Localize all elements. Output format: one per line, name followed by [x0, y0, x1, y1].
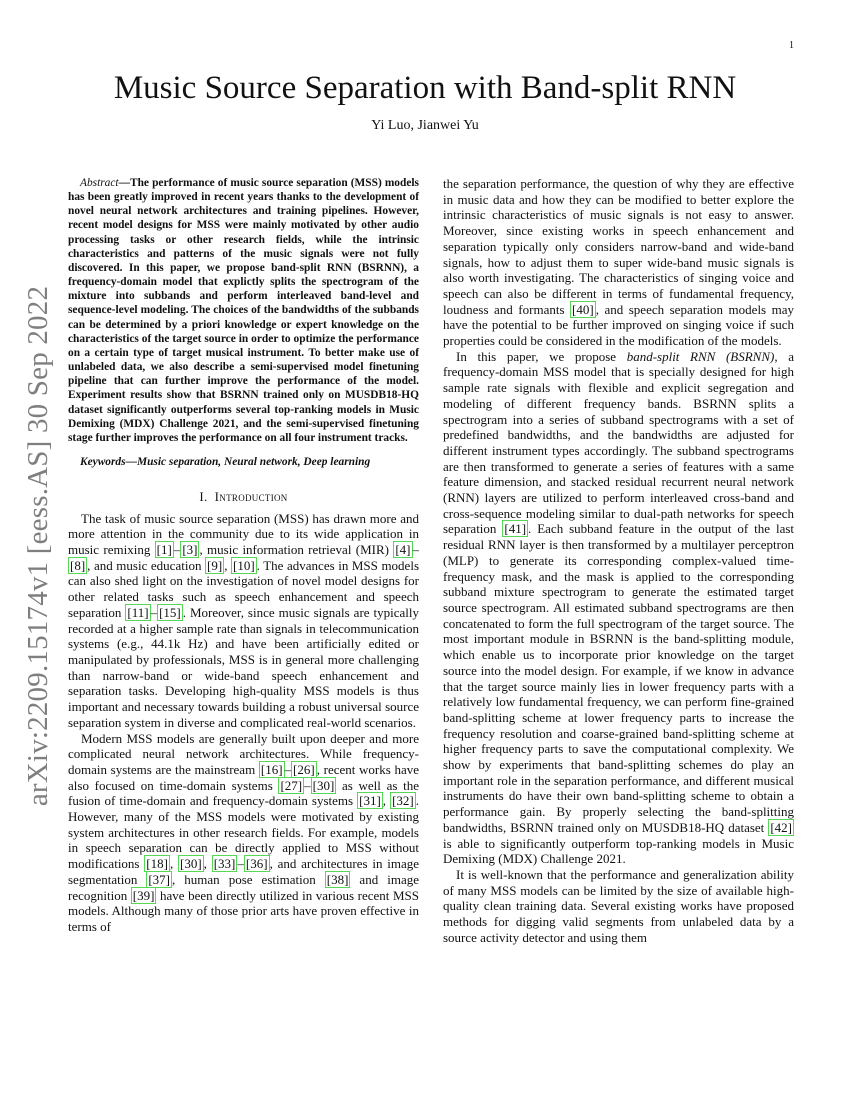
paper-title: Music Source Separation with Band-split RNN — [113, 70, 737, 106]
section-title: Introduction — [214, 488, 288, 504]
citation-link[interactable]: [42] — [770, 819, 792, 835]
abstract-text: —The performance of music source separation (MSS) models has been greatly improved in recent years thanks to the development of novel neural network architectures and training pipelines. However, recent model designs for MSS were mainly motivated by other audio processing tasks or other research fields, while the intrinsic characteristics and patterns of the music signals were not fully discovered. In this paper, we propose band-split RNN (BSRNN), a frequency-domain model that explictly splits the spectrogram of the mixture into subbands and perform interleaved band-level and sequence-level modeling. The choices of the bandwidths of the subbands can be determined by a priori knowledge or expert knowledge on the characteristics of the target source in order to optimize the performance on a certain type of target musical instrument. To better make use of unlabeled data, we also describe a semi-supervised model finetuning pipeline that can further improve the performance of the model. Experiment results show that BSRNN trained only on MUSDB18-HQ dataset significantly outperforms several top-ranking models in Music Demixing (MDX) Challenge 2021, and the semi-supervised finetuning stage further improves the performance on all four instrument tracks. — [68, 177, 419, 444]
text-run: , — [224, 557, 231, 573]
citation-link[interactable]: [36] — [245, 856, 268, 872]
section-heading — [68, 489, 419, 505]
text-run: is able to significantly outperform top-ranking models in Music Demixing (MDX) Challenge 2021. — [443, 835, 794, 867]
citation-link[interactable]: [4] — [395, 542, 411, 558]
text-run: , — [203, 856, 212, 872]
citation-link[interactable]: [31] — [359, 793, 381, 809]
text-run: The task of music source separation (MSS) has drawn more and more attention in the community due to its wide application in music remixing — [68, 510, 419, 558]
text-run: – — [173, 542, 181, 558]
text-run: , and speech separation models may have the potential to be further improved on singing voice if such properties could be considered in the modification of the models. — [443, 301, 795, 349]
text-run: , — [169, 856, 178, 872]
text-run: – — [412, 542, 419, 558]
text-run: It is well-known that the performance and generalization ability of many MSS models can be limited by the size of available high-quality clean training data. Several existing works have proposed methods for digging valid segments from unlabeled data by a source activity detector and using them — [443, 866, 794, 945]
paragraph — [443, 349, 794, 867]
citation-link[interactable]: [8] — [70, 557, 86, 573]
text-run: . Moreover, since music signals are typically recorded at a higher sample rate than signals in telecommunication systems (e.g., 44.1k Hz) and have been artificially edited or manipulated by professionals, MSS is in general more challenging than narrow-band or wide-band speech enhancement and separation tasks. Developing high-quality MSS models is thus important and necessary towards building a robust universal source separation system in diverse and complicated real-world scenarios. — [68, 604, 420, 730]
text-run: . However, many of the MSS models were motivated by existing system architectures in other research fields. For example, models in speech separation can be directly applied to MSS without modifications — [68, 793, 419, 872]
keywords — [68, 455, 419, 469]
paragraph — [443, 867, 794, 946]
citation-link[interactable]: [39] — [132, 887, 155, 903]
text-run: , human pose estimation — [172, 871, 325, 887]
text-run: – — [150, 604, 158, 620]
citation-link[interactable]: [15] — [159, 604, 181, 620]
text-run: In this paper, we propose — [456, 348, 627, 364]
citation-link[interactable]: [11] — [127, 604, 149, 620]
citation-link[interactable]: [38] — [326, 871, 349, 887]
citation-link[interactable]: [3] — [182, 542, 198, 558]
abstract — [68, 176, 419, 445]
left-column — [68, 176, 419, 935]
paragraph — [68, 511, 419, 731]
citation-link[interactable]: [32] — [392, 793, 414, 809]
text-run: Modern MSS models are generally built upon deeper and more complicated neural network architectures. While frequency-domain systems are the mainstream — [68, 730, 419, 777]
citation-link[interactable]: [1] — [156, 542, 172, 558]
text-run: – — [304, 777, 311, 793]
text-run: have been directly utilized in various recent MSS models. Although many of those prior arts have proven effective in terms of — [68, 887, 419, 934]
paragraph — [443, 176, 794, 349]
citation-link[interactable]: [26] — [293, 761, 315, 777]
citation-link[interactable]: [16] — [260, 761, 283, 777]
keywords-lead: Keywords — [80, 455, 126, 468]
text-run: and image recognition — [68, 871, 419, 903]
citation-link[interactable]: [40] — [572, 301, 594, 317]
text-run: – — [237, 856, 244, 872]
text-run: as well as the fusion of time-domain and frequency-domain systems — [68, 777, 420, 809]
right-column — [443, 176, 794, 945]
abstract-lead: Abstract — [80, 177, 119, 189]
citation-link[interactable]: [37] — [148, 871, 171, 887]
page-number: 1 — [789, 40, 794, 51]
arxiv-stamp: arXiv:2209.15174v1 [eess.AS] 30 Sep 2022 — [21, 285, 54, 807]
citation-link[interactable]: [30] — [180, 856, 202, 872]
text-run: . Each subband feature in the output of the last residual RNN layer is then transformed by a multilayer perceptron (MLP) to generate its corresponding complex-valued time-frequency mask, and the mask is applied to the corresponding subband mixture spectrogram to generate the estimated target source spectrogram. All estimated subband spectrograms are then concatenated to form the full spectrogram of the target source. The most important module in BSRNN is the band-splitting module, which enable us to incorporate prior knowledge on the target source into the model design. For example, if we know in advance that the target source mainly lies in lower frequency parts with a relatively low fundamental frequency, we can perform fine-grained band-splitting scheme at lower frequency parts to increase the frequency resolution and coarse-grained band-splitting scheme at higher frequency parts to save the computational complexity. We show by experiments that band-splitting schemes do play an important role in the separation performance, and different musical instruments do have their own band-splitting scheme to obtain a performance gain. By properly selecting the band-splitting bandwidths, BSRNN trained only on MUSDB18-HQ dataset — [443, 521, 795, 835]
citation-link[interactable]: [33] — [213, 856, 236, 872]
text-run: . The advances in MSS models can also shed light on the investigation of novel model designs for other related tasks such as speech enhancement and speech separation — [68, 557, 420, 620]
keywords-text: —Music separation, Neural network, Deep learning — [125, 455, 371, 468]
citation-link[interactable]: [9] — [207, 557, 223, 573]
citation-link[interactable]: [30] — [312, 777, 335, 793]
text-run: , — [382, 793, 391, 809]
emphasis: band-split RNN (BSRNN) — [626, 348, 775, 364]
citation-link[interactable]: [18] — [146, 856, 168, 872]
text-run: , a frequency-domain MSS model that is specially designed for high sample rate signals with flexible and explicit segregation and modeling of different frequency bands. BSRNN splits a spectrogram into a series of subband spectrograms with a set of predefined bandwidths, and the bandwidths are adjusted for different instrument types accordingly. The subband spectrograms are then transformed to generate a series of features with a same feature dimension, and stacked residual recurrent neural network (RNN) layers are utilized to perform interleaved cross-band and cross-sequence modeling similar to dual-path networks for speech separation — [443, 348, 794, 537]
paragraph — [68, 731, 419, 935]
text-run: the separation performance, the question of why they are effective in music data and how they can be modified to better explore the intrinsic characteristics of music signals is not easy to answer. Moreover, since existing works in speech enhancement and separation typically only considers narrow-band and wide-band signals, how to adjust them to super wide-band music signals is also worth investigating. The characteristics of singing voice and speech can also be different in terms of fundamental frequency, loudness and formants — [443, 176, 794, 317]
paper-authors: Yi Luo, Jianwei Yu — [371, 118, 479, 133]
citation-link[interactable]: [27] — [280, 777, 303, 793]
text-run: , recent works have also focused on time-domain systems — [68, 761, 419, 793]
citation-link[interactable]: [10] — [233, 557, 255, 573]
text-run: – — [284, 761, 292, 777]
text-run: , and music education — [87, 557, 206, 573]
citation-link[interactable]: [41] — [504, 521, 527, 537]
section-numeral: I. — [199, 488, 208, 504]
text-run: , and architectures in image segmentation — [68, 856, 420, 887]
text-run: , music information retrieval (MIR) — [199, 542, 394, 558]
